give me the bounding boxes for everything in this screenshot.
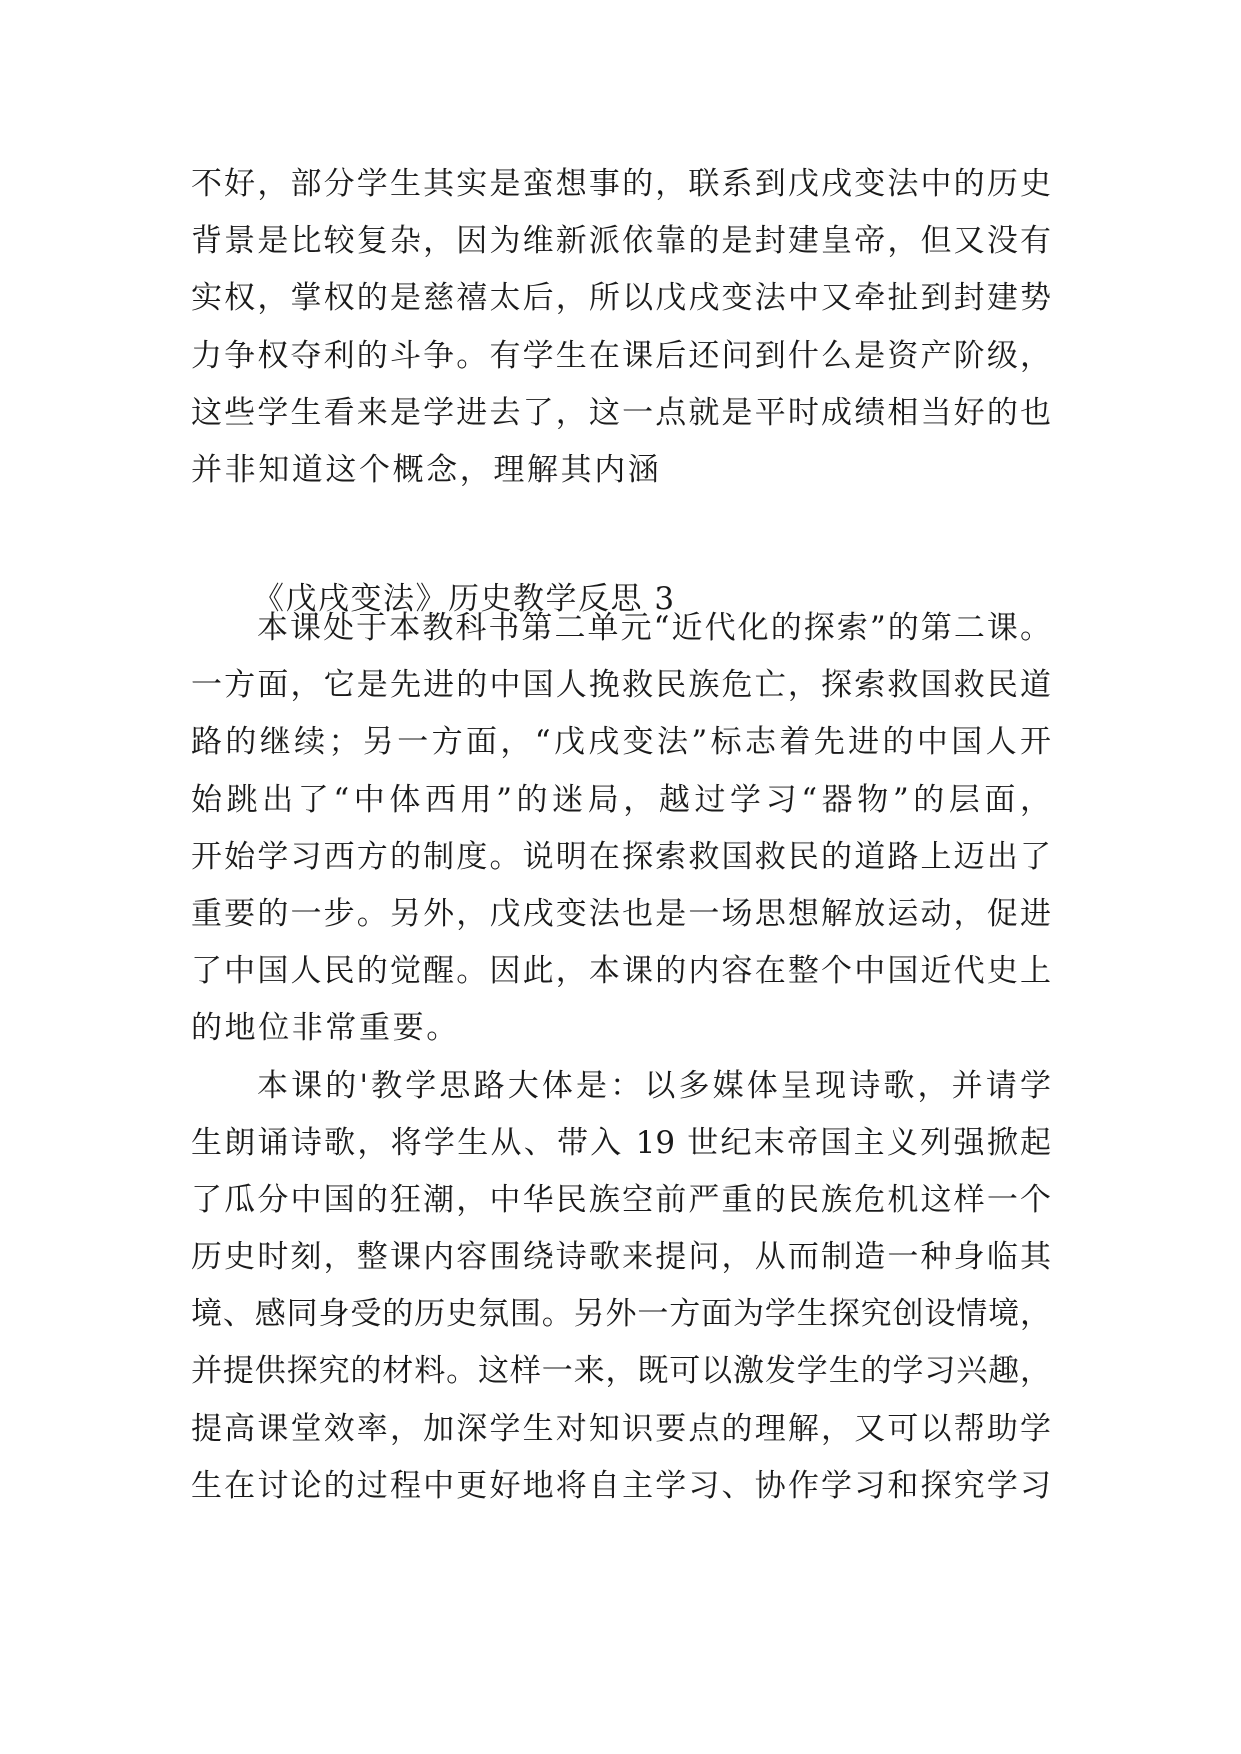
paragraph-line: 路的继续；另一方面，“戊戌变法”标志着先进的中国人开 xyxy=(191,724,1051,761)
paragraph-line: 实权，掌权的是慈禧太后，所以戊戌变法中又牵扯到封建势 xyxy=(191,280,1051,317)
paragraph-line: 了中国人民的觉醒。因此，本课的内容在整个中国近代史上 xyxy=(191,953,1051,990)
section-heading-text: 《戊戌变法》历史教学反思 3 xyxy=(253,581,676,617)
paragraph-line: 力争权夺利的斗争。有学生在课后还问到什么是资产阶级， xyxy=(191,337,1051,374)
paragraph-line: 历史时刻，整课内容围绕诗歌来提问，从而制造一种身临其 xyxy=(191,1239,1051,1276)
paragraph-line: 背景是比较复杂，因为维新派依靠的是封建皇帝，但又没有 xyxy=(191,223,1051,260)
paragraph-3 xyxy=(191,1058,1051,1516)
paragraph-line: 开始学习西方的制度。说明在探索救国救民的道路上迈出了 xyxy=(191,838,1051,875)
paragraph-line: 本课处于本教科书第二单元“近代化的探索”的第二课。 xyxy=(257,610,1051,646)
paragraph-line: 并提供探究的材料。这样一来，既可以激发学生的学习兴趣， xyxy=(191,1353,1051,1390)
body-paragraphs xyxy=(191,600,1051,1515)
paragraph-line: 生在讨论的过程中更好地将自主学习、协作学习和探究学习 xyxy=(191,1467,1051,1504)
paragraph-2 xyxy=(191,600,1051,1058)
paragraph-line: 这些学生看来是学进去了，这一点就是平时成绩相当好的也 xyxy=(191,394,1051,431)
paragraph-line: 了瓜分中国的狂潮，中华民族空前严重的民族危机这样一个 xyxy=(191,1181,1051,1218)
paragraph-line: 重要的一步。另外，戊戌变法也是一场思想解放运动，促进 xyxy=(191,895,1051,932)
paragraph-line: 提高课堂效率，加深学生对知识要点的理解，又可以帮助学 xyxy=(191,1410,1051,1447)
paragraph-line: 本课的'教学思路大体是：以多媒体呈现诗歌，并请学 xyxy=(257,1067,1051,1104)
paragraph-line: 并非知道这个概念，理解其内涵 xyxy=(191,451,662,488)
paragraph-line: 一方面，它是先进的中国人挽救民族危亡，探索救国救民道 xyxy=(191,667,1051,704)
paragraph-line: 境、感同身受的历史氛围。另外一方面为学生探究创设情境， xyxy=(191,1296,1051,1333)
paragraph-line: 不好，部分学生其实是蛮想事的，联系到戊戌变法中的历史 xyxy=(191,166,1051,202)
paragraph-line: 生朗诵诗歌，将学生从、带入 19 世纪末帝国主义列强掀起 xyxy=(191,1124,1051,1161)
paragraph-1 xyxy=(191,156,1051,499)
paragraph-line: 始跳出了“中体西用”的迷局，越过学习“器物”的层面， xyxy=(191,781,1051,818)
paragraph-line: 的地位非常重要。 xyxy=(191,1010,460,1047)
